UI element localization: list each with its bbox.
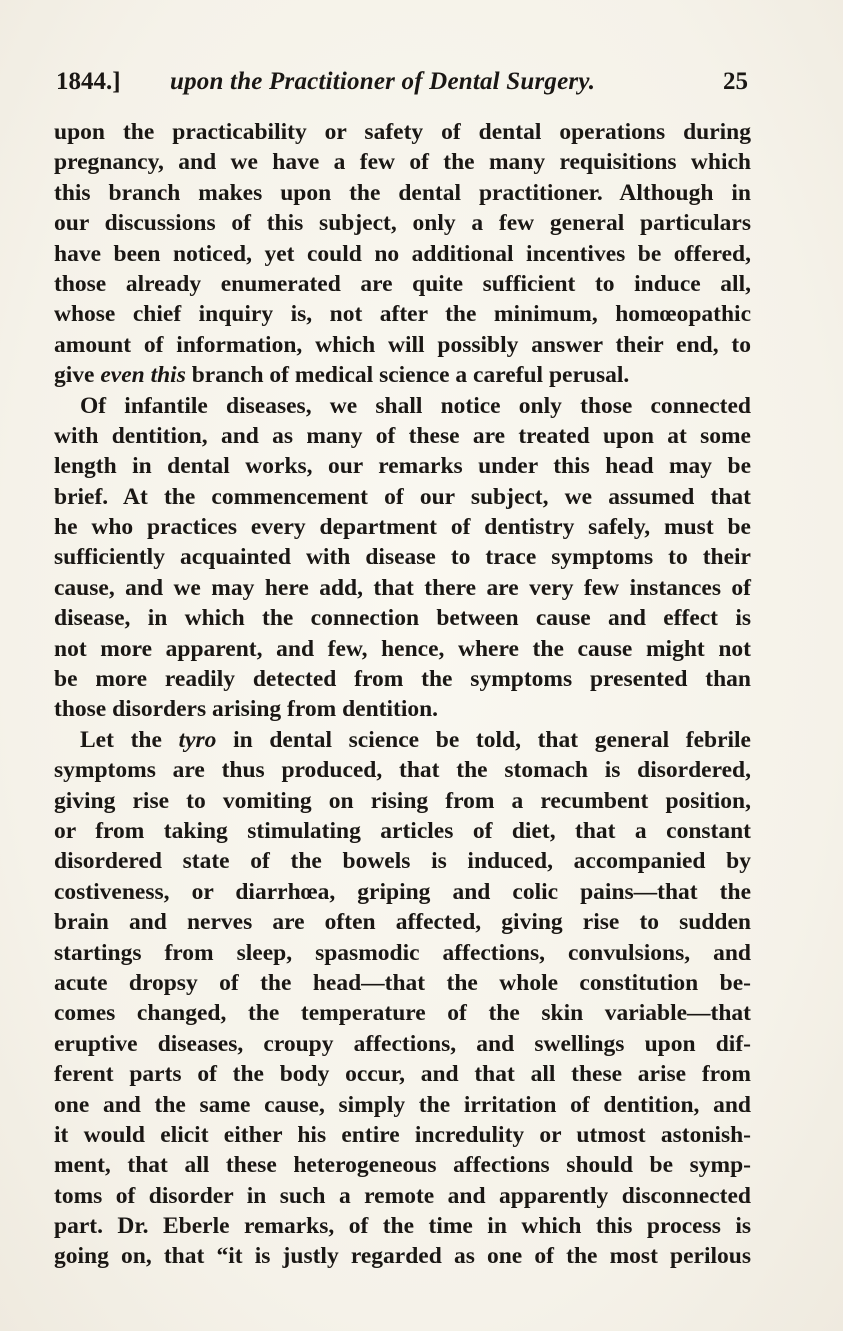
text-line: one and the same cause, simply the irritation of dentition, and xyxy=(54,1091,751,1118)
text-line: disease, in which the connection between cause and effect is xyxy=(54,605,751,632)
text-line: costiveness, or diarrhœa, griping and colic pains—that the xyxy=(54,878,751,905)
text-line: pregnancy, and we have a few of the many requisitions which xyxy=(54,149,751,176)
text-line: ferent parts of the body occur, and that all these arise from xyxy=(54,1061,751,1088)
running-head xyxy=(56,68,748,104)
italic-fragment: tyro xyxy=(178,726,217,753)
text-line: be more readily detected from the symptoms presented than xyxy=(54,666,751,693)
text-line: with dentition, and as many of these are treated upon at some xyxy=(54,422,751,449)
text-line: brief. At the commencement of our subject, we assumed that xyxy=(54,483,751,510)
text-line: symptoms are thus produced, that the stomach is disordered, xyxy=(54,757,751,784)
text-line: those disorders arising from dentition. xyxy=(54,696,439,723)
text-line: upon the practicability or safety of dental operations during xyxy=(54,119,751,145)
text-line: amount of information, which will possibly answer their end, to xyxy=(54,331,751,358)
text-line: ment, that all these heterogeneous affections should be symp- xyxy=(54,1152,751,1179)
text-line xyxy=(54,360,751,390)
text-line: eruptive diseases, croupy affections, and swellings upon dif- xyxy=(54,1030,751,1057)
text-line: it would elicit either his entire incredulity or utmost astonish- xyxy=(54,1121,751,1148)
paragraph-start-line xyxy=(54,725,751,755)
body-text xyxy=(54,117,751,1272)
text-line: whose chief inquiry is, not after the minimum, homœopathic xyxy=(54,301,751,328)
text-line: acute dropsy of the head—that the whole constitution be- xyxy=(54,969,751,996)
text-line: cause, and we may here add, that there are very few instances of xyxy=(54,574,751,601)
text-line: giving rise to vomiting on rising from a recumbent position, xyxy=(54,787,751,814)
text-line: have been noticed, yet could no additional incentives be offered, xyxy=(54,240,751,267)
text-line: disordered state of the bowels is induced, accompanied by xyxy=(54,848,751,875)
text-fragment: branch of medical science a careful perusal. xyxy=(185,362,630,389)
text-line: he who practices every department of dentistry safely, must be xyxy=(54,514,751,541)
text-fragment: Let the xyxy=(80,726,179,753)
text-line: those already enumerated are quite sufficient to induce all, xyxy=(54,270,751,297)
text-line: sufficiently acquainted with disease to trace symptoms to their xyxy=(54,544,751,571)
italic-fragment: even this xyxy=(100,362,186,389)
page-number: 25 xyxy=(723,68,748,95)
text-line: this branch makes upon the dental practitioner. Although in xyxy=(54,179,751,206)
text-line: our discussions of this subject, only a few general particulars xyxy=(54,210,751,237)
text-line: or from taking stimulating articles of diet, that a constant xyxy=(54,817,751,844)
text-line: toms of disorder in such a remote and apparently disconnected xyxy=(54,1182,751,1209)
text-line: comes changed, the temperature of the skin variable—that xyxy=(54,1000,751,1027)
text-line: length in dental works, our remarks under this head may be xyxy=(54,453,751,480)
text-fragment: in dental science be told, that general febrile xyxy=(216,726,751,753)
text-line: part. Dr. Eberle remarks, of the time in which this process is xyxy=(54,1213,751,1240)
paragraph-start-line: Of infantile diseases, we shall notice only those connected xyxy=(80,392,751,419)
header-title: upon the Practitioner of Dental Surgery. xyxy=(170,68,596,95)
text-line: going on, that “it is justly regarded as one of the most perilous xyxy=(54,1243,751,1270)
text-line: not more apparent, and few, hence, where the cause might not xyxy=(54,635,751,662)
text-line: startings from sleep, spasmodic affections, convulsions, and xyxy=(54,939,751,966)
text-fragment: give xyxy=(54,362,101,389)
header-year: 1844.] xyxy=(56,68,121,95)
text-line: brain and nerves are often affected, giving rise to sudden xyxy=(54,909,751,936)
